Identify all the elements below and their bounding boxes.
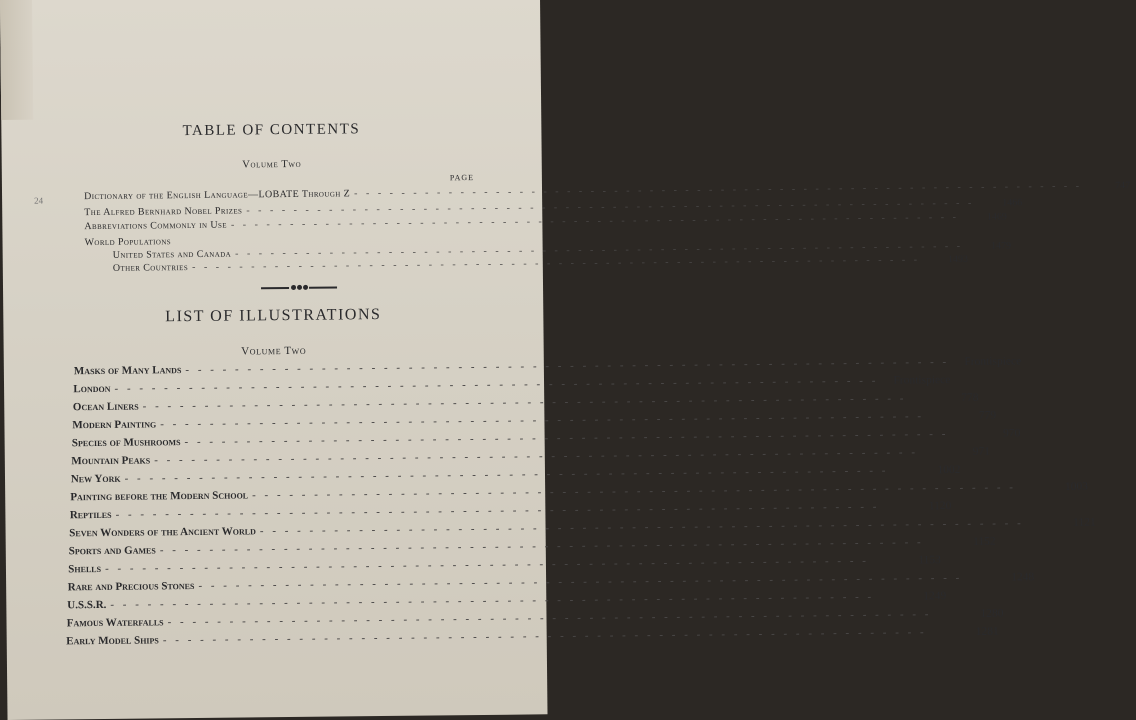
illustration-label: Rare and Precious Stones <box>67 579 195 594</box>
illustration-label: U.S.S.R. <box>67 598 107 612</box>
illustration-page: 1003 <box>1064 480 1088 493</box>
toc-entry-page: 1493 <box>947 253 969 266</box>
illustration-page: 779 <box>978 409 997 422</box>
illustration-page: 1280 <box>980 607 1004 620</box>
illustration-label: Ocean Liners <box>72 400 139 414</box>
illustration-entry <box>73 355 1022 378</box>
toc-entry-label: Abbreviations Commonly in Use <box>84 219 228 233</box>
illustration-entry <box>67 571 1035 594</box>
illustrations-title: LIST OF ILLUSTRATIONS <box>165 306 382 326</box>
illustration-entry <box>71 445 991 468</box>
illustration-entry <box>69 500 952 522</box>
illustration-entry <box>68 535 996 558</box>
illustration-entry <box>66 625 999 648</box>
illustration-entry <box>70 480 1088 504</box>
illustration-label: Masks of Many Lands <box>73 364 182 378</box>
illustration-label: London <box>73 382 111 396</box>
toc-entry-label: Dictionary of the English Language—LOBATE Through Z <box>84 188 351 203</box>
illustration-page: 971 <box>972 445 991 458</box>
illustration-page: 1152 <box>972 535 996 548</box>
illustration-page: 1002 <box>937 463 961 477</box>
illustration-entry <box>73 374 951 396</box>
toc-title: TABLE OF CONTENTS <box>182 121 361 140</box>
divider-ornament <box>261 284 337 291</box>
illustration-label: Reptiles <box>69 508 112 522</box>
illustration-page: 1121 <box>1073 516 1096 529</box>
toc-entry-label: United States and Canada <box>112 248 232 261</box>
illustration-label: Painting before the Modern School <box>70 489 249 504</box>
illustration-entry <box>70 463 961 486</box>
illustrations-volume: Volume Two <box>241 344 307 358</box>
illustration-label: Shells <box>68 562 102 576</box>
illustration-page: 1153 <box>918 554 941 567</box>
toc-entry-label: Other Countries <box>112 262 189 274</box>
illustration-page: 1248 <box>1011 571 1035 584</box>
illustration-page: 778 <box>961 391 979 404</box>
illustration-label: Modern Painting <box>72 418 157 432</box>
illustration-page: 1249 <box>923 590 947 603</box>
illustration-page: Frontispiece <box>893 374 951 387</box>
toc-entry-label: The Alfred Bernhard Nobel Prizes <box>84 205 243 219</box>
illustration-label: New York <box>70 472 121 486</box>
illustration-entry <box>72 391 979 414</box>
illustration-entry <box>71 427 1021 450</box>
illustration-label: Species of Mushrooms <box>71 436 181 450</box>
toc-entry-page: 747 <box>1115 180 1131 192</box>
illustration-label: Seven Wonders of the Ancient World <box>69 525 256 540</box>
toc-volume: Volume Two <box>242 158 302 171</box>
illustration-page: Frontispiece <box>964 355 1022 368</box>
page-curl <box>0 0 33 120</box>
illustration-label: Sports and Games <box>68 544 156 558</box>
illustration-entry <box>72 409 997 432</box>
illustration-label: Early Model Ships <box>66 634 159 648</box>
illustration-entry <box>69 516 1096 540</box>
illustration-entry <box>68 554 941 576</box>
illustration-page: 970 <box>1003 427 1021 440</box>
margin-note: 24 <box>34 195 44 206</box>
toc-entry-page: 1466 <box>1002 197 1023 209</box>
illustration-label: Famous Waterfalls <box>66 616 164 630</box>
illustration-entry <box>66 607 1004 630</box>
toc-entry-page: 1469 <box>986 211 1007 223</box>
illustration-page: 1120 <box>928 500 952 513</box>
illustration-page: 1281 <box>975 625 999 638</box>
toc-entry-page: 1479 <box>990 240 1012 252</box>
toc-page-header: PAGE <box>449 173 475 183</box>
toc-group-title: World Populations <box>84 236 172 249</box>
illustration-entry <box>67 590 947 612</box>
illustration-label: Mountain Peaks <box>71 454 151 468</box>
